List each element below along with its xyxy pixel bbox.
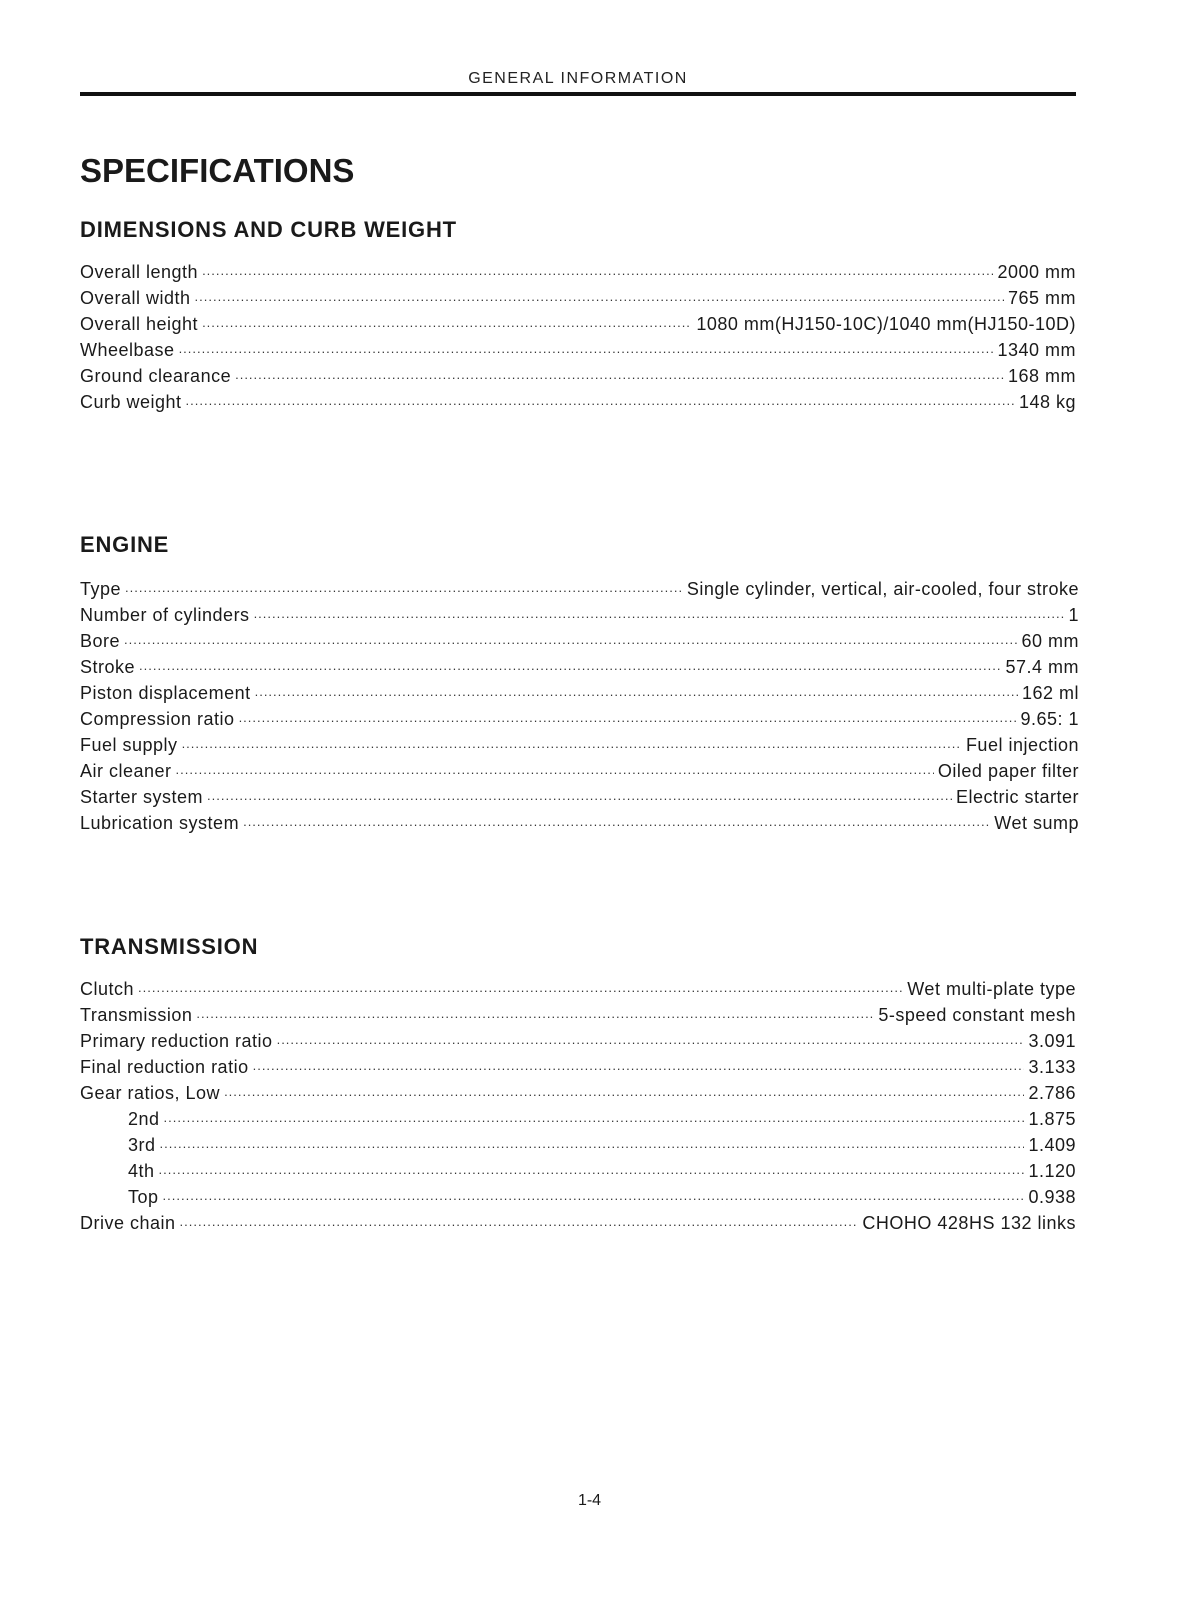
spec-label: Bore: [80, 631, 121, 651]
spec-label: 2nd: [128, 1109, 160, 1129]
spec-label: Primary reduction ratio: [80, 1031, 273, 1051]
dot-leader: [139, 655, 1001, 673]
spec-value: 765 mm: [1007, 288, 1076, 308]
dot-leader: [164, 1107, 1025, 1125]
spec-label: Top: [128, 1187, 159, 1207]
dot-leader: [255, 681, 1018, 699]
dot-leader: [159, 1159, 1025, 1177]
dot-leader: [202, 312, 692, 330]
spec-row: [80, 733, 1079, 759]
spec-row: [80, 312, 1076, 338]
spec-label: Wheelbase: [80, 340, 175, 360]
spec-row: [80, 603, 1079, 629]
spec-value: 3.091: [1028, 1031, 1076, 1051]
spec-row: [80, 811, 1079, 837]
spec-value: Oiled paper filter: [937, 761, 1079, 781]
section-title-engine: ENGINE: [80, 532, 170, 557]
spec-label: 4th: [128, 1161, 155, 1181]
spec-row: [80, 260, 1076, 286]
spec-value: 1.120: [1028, 1161, 1076, 1181]
spec-value: Fuel injection: [965, 735, 1079, 755]
spec-label: Fuel supply: [80, 735, 178, 755]
spec-list-transmission: [80, 977, 1076, 1237]
spec-value: Wet sump: [994, 813, 1079, 833]
dot-leader: [202, 260, 993, 278]
spec-label: Stroke: [80, 657, 136, 677]
running-header: GENERAL INFORMATION: [468, 70, 688, 87]
spec-list-dimensions: [80, 260, 1076, 416]
spec-value: 1.409: [1028, 1135, 1076, 1155]
spec-label: Type: [80, 579, 122, 599]
dot-leader: [253, 1055, 1025, 1073]
spec-row: [80, 759, 1079, 785]
spec-row: [80, 364, 1076, 390]
dot-leader: [235, 364, 1004, 382]
dot-leader: [243, 811, 990, 829]
page-title: SPECIFICATIONS: [80, 152, 355, 189]
spec-value: 0.938: [1028, 1187, 1076, 1207]
spec-value: Single cylinder, vertical, air-cooled, four stroke: [686, 579, 1079, 599]
spec-row: [80, 681, 1079, 707]
spec-label: Number of cylinders: [80, 605, 250, 625]
spec-value: Electric starter: [955, 787, 1079, 807]
spec-label: Gear ratios, Low: [80, 1083, 221, 1103]
spec-row: [80, 338, 1076, 364]
section-title-dimensions: DIMENSIONS AND CURB WEIGHT: [80, 217, 457, 242]
dot-leader: [180, 1211, 859, 1229]
spec-row: [80, 286, 1076, 312]
spec-label: Overall width: [80, 288, 191, 308]
dot-leader: [163, 1185, 1025, 1203]
dot-leader: [125, 577, 683, 595]
dot-leader: [207, 785, 952, 803]
spec-label: Lubrication system: [80, 813, 240, 833]
spec-value: 9.65: 1: [1020, 709, 1079, 729]
spec-row: [80, 629, 1079, 655]
dot-leader: [224, 1081, 1024, 1099]
spec-value: CHOHO 428HS 132 links: [862, 1213, 1076, 1233]
spec-row: [80, 655, 1079, 681]
spec-row: [80, 1081, 1076, 1107]
spec-label: Compression ratio: [80, 709, 235, 729]
spec-value: 57.4 mm: [1005, 657, 1079, 677]
spec-row: [80, 977, 1076, 1003]
dot-leader: [254, 603, 1065, 621]
spec-label: Transmission: [80, 1005, 193, 1025]
spec-row: [80, 1211, 1076, 1237]
spec-value: 148 kg: [1018, 392, 1076, 412]
spec-label: Air cleaner: [80, 761, 172, 781]
dot-leader: [179, 338, 994, 356]
spec-row: [80, 1107, 1076, 1133]
dot-leader: [186, 390, 1015, 408]
spec-row: [80, 577, 1079, 603]
spec-row: [80, 1185, 1076, 1211]
spec-value: 1: [1068, 605, 1079, 625]
spec-row: [80, 1055, 1076, 1081]
spec-label: 3rd: [128, 1135, 156, 1155]
spec-label: Drive chain: [80, 1213, 176, 1233]
spec-list-engine: [80, 577, 1079, 837]
spec-row: [80, 1029, 1076, 1055]
dot-leader: [239, 707, 1017, 725]
spec-label: Overall length: [80, 262, 199, 282]
dot-leader: [176, 759, 934, 777]
dot-leader: [195, 286, 1004, 304]
spec-label: Piston displacement: [80, 683, 251, 703]
spec-row: [80, 707, 1079, 733]
spec-label: Final reduction ratio: [80, 1057, 249, 1077]
spec-value: 3.133: [1028, 1057, 1076, 1077]
spec-value: 60 mm: [1021, 631, 1079, 651]
spec-value: 168 mm: [1007, 366, 1076, 386]
spec-label: Clutch: [80, 979, 135, 999]
spec-row: [80, 1133, 1076, 1159]
dot-leader: [182, 733, 962, 751]
spec-row: [80, 1159, 1076, 1185]
spec-value: 1080 mm(HJ150-10C)/1040 mm(HJ150-10D): [696, 314, 1076, 334]
spec-value: 162 ml: [1021, 683, 1079, 703]
spec-value: 1.875: [1028, 1109, 1076, 1129]
dot-leader: [196, 1003, 874, 1021]
spec-row: [80, 1003, 1076, 1029]
dot-leader: [160, 1133, 1025, 1151]
spec-label: Overall height: [80, 314, 199, 334]
spec-label: Starter system: [80, 787, 204, 807]
spec-row: [80, 390, 1076, 416]
section-title-transmission: TRANSMISSION: [80, 934, 259, 959]
spec-value: 5-speed constant mesh: [878, 1005, 1076, 1025]
spec-value: 1340 mm: [997, 340, 1076, 360]
dot-leader: [124, 629, 1017, 647]
dot-leader: [277, 1029, 1025, 1047]
spec-value: 2.786: [1028, 1083, 1076, 1103]
spec-row: [80, 785, 1079, 811]
spec-label: Curb weight: [80, 392, 182, 412]
spec-value: Wet multi-plate type: [907, 979, 1076, 999]
header-rule: [80, 92, 1076, 96]
page-number: 1-4: [577, 1492, 602, 1509]
spec-value: 2000 mm: [997, 262, 1076, 282]
spec-label: Ground clearance: [80, 366, 232, 386]
dot-leader: [138, 977, 903, 995]
